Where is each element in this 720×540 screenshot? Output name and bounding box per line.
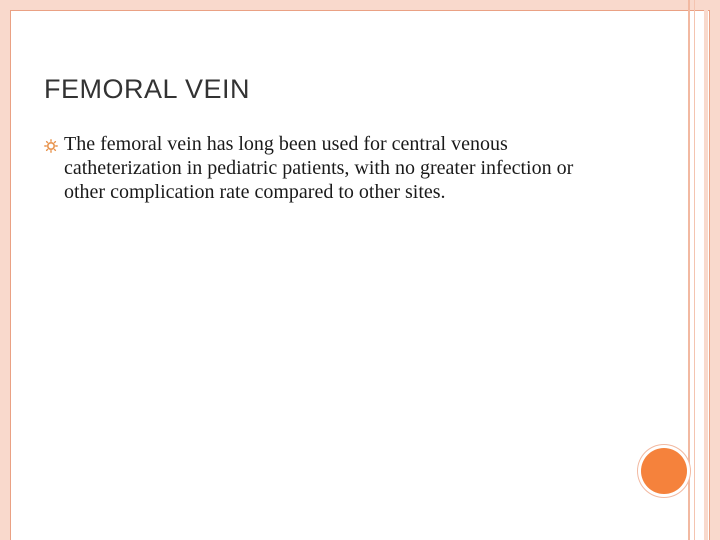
bullet-text: The femoral vein has long been used for central venous catheterization in pediatric patients, with no greater infection or other complication rate compared to other sites. <box>64 133 574 203</box>
sun-bullet-icon <box>44 139 58 153</box>
right-decor-line <box>688 0 690 540</box>
slide-title: FEMORAL VEIN <box>44 74 251 104</box>
right-decor-line <box>694 0 695 540</box>
bullet-item <box>44 132 624 204</box>
right-decor-bar <box>704 0 708 540</box>
decorative-circle <box>641 448 687 494</box>
